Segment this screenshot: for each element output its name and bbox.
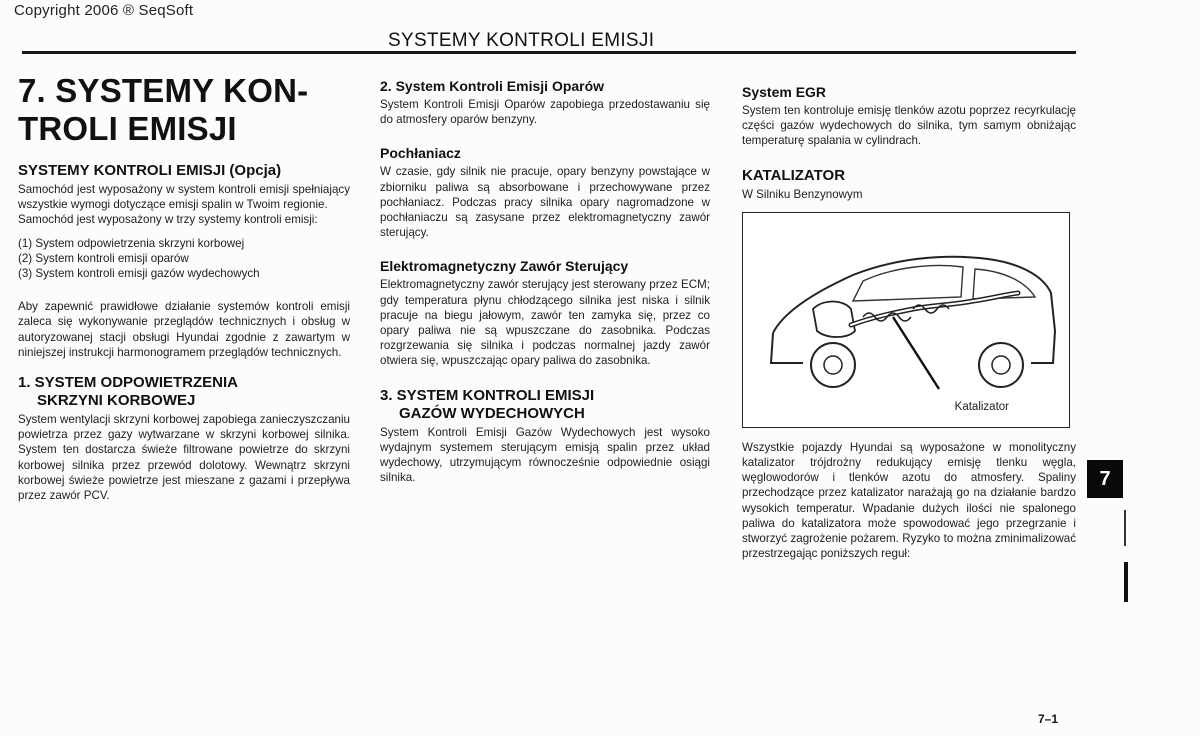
maintenance-paragraph: Aby zapewnić prawidłowe działanie systemów kontroli emisji zaleca się wykonywanie przeglądów technicznych i obsług w autoryzowanej stacji obsługi Hyundai zgodnie z zawartym w niniejszej instrukcji harmonogramem przeglądów technicznych. <box>18 300 350 359</box>
exhaust-heading <box>380 387 710 423</box>
thumb-index-mark <box>1124 562 1128 602</box>
car-exhaust-illustration <box>743 213 1069 427</box>
intro-paragraph-1: Samochód jest wyposażony w system kontroli emisji spełniający wszystkie wymogi dotyczące emisji spalin w Twoim regionie. <box>18 183 350 212</box>
canister-heading: Pochłaniacz <box>380 145 461 162</box>
figure-caption: Katalizator <box>954 400 1009 413</box>
egr-heading: System EGR <box>742 84 827 100</box>
catalyst-subheading: W Silniku Benzynowym <box>742 187 863 201</box>
list-item: (3) System kontroli emisji gazów wydechowych <box>18 267 260 281</box>
chapter-title-line-1: 7. SYSTEMY KON- <box>18 72 309 109</box>
chapter-thumb-tab: 7 <box>1087 460 1123 498</box>
page-number: 7–1 <box>1038 712 1059 726</box>
front-wheel <box>811 343 855 387</box>
egr-paragraph: System ten kontroluje emisję tlenków azotu poprzez recyrkulację części gazów wydechowych do silnika, tym samym obniżając temperaturę spalania w cylindrach. <box>742 104 1076 148</box>
column-right <box>742 84 1076 561</box>
crankcase-heading-line-1: 1. SYSTEM ODPOWIETRZENIA <box>18 374 239 392</box>
catalyst-figure <box>742 212 1070 428</box>
section-heading-crankcase <box>18 374 350 410</box>
running-head: SYSTEMY KONTROLI EMISJI <box>388 30 655 51</box>
catalyst-paragraph: Wszystkie pojazdy Hyundai są wyposażone w monolityczny katalizator trójdrożny redukujący emisję tlenku węgla, węglowodorów i tlenków azotu do atmosfery. Spaliny przechodzące przez katalizator narażają go na działanie bardzo wysokich temperatur. Wpadanie dużych ilości nie spalonego paliwa do katalizatora może spowodować jego przegrzanie i stworzyć zagrożenie pożarem. Ryzyko to można zminimalizować przestrzegając poniższych reguł: <box>742 440 1076 561</box>
list-item: (1) System odpowietrzenia skrzyni korbowej <box>18 236 245 250</box>
valve-paragraph: Elektromagnetyczny zawór sterujący jest sterowany przez ECM; gdy temperatura płynu chłodzącego silnika jest niska i silnik pracuje na biegu jałowym, zawór ten zamyka się, przez co opary paliwa nie są wpuszczane do zasobnika. Podczas rozgrzewania się silnika i podczas normalnej jazdy zawór otwiera się, wpuszczając opary paliwa do zasobnika. <box>380 278 710 368</box>
exhaust-heading-line-2: GAZÓW WYDECHOWYCH <box>399 404 585 422</box>
thumb-index-mark <box>1124 510 1126 546</box>
catalyst-heading: KATALIZATOR <box>742 166 846 184</box>
catalyst-pointer <box>893 317 939 389</box>
column-left <box>18 62 350 503</box>
car-window <box>853 265 963 300</box>
header-rule <box>22 51 1076 54</box>
rear-wheel <box>979 343 1023 387</box>
canister-paragraph: W czasie, gdy silnik nie pracuje, opary benzyny powstające w zbiorniku paliwa są absorbowane i przechowywane przez pochłaniacz. Podczas pracy silnika opary nagromadzone w pochłaniaczu są zasysane przez elektromagnetyczny zawór sterujący. <box>380 165 710 240</box>
crankcase-paragraph: System wentylacji skrzyni korbowej zapobiega zanieczyszczaniu powietrza przez gazy wytwarzane w skrzyni korbowej silnika. System ten dostarcza świeże filtrowane powietrze do skrzyni korbowej silnika przez przewód dolotowy. Wewnątrz skrzyni korbowej świeże powietrze jest mieszane z gazami i przepływa przez zawór PCV. <box>18 413 350 503</box>
section-heading-opcja: SYSTEMY KONTROLI EMISJI (Opcja) <box>18 162 282 179</box>
list-item: (2) System kontroli emisji oparów <box>18 251 189 265</box>
exhaust-paragraph: System Kontroli Emisji Gazów Wydechowych jest wysoko wydajnym systemem sterującym emisją spalin przez układ wydechowy, utrzymującym równocześnie odpowiednie osiągi silnika. <box>380 425 710 485</box>
copyright-notice: Copyright 2006 ® SeqSoft <box>14 2 194 19</box>
chapter-title-line-2: TROLI EMISJI <box>18 110 237 147</box>
car-rear-outline <box>1031 331 1055 363</box>
intro-paragraph-2: Samochód jest wyposażony w trzy systemy kontroli emisji: <box>18 213 318 227</box>
emission-systems-list <box>18 236 350 282</box>
evap-paragraph: System Kontroli Emisji Oparów zapobiega przedostawaniu się do atmosfery oparów benzyny. <box>380 98 710 127</box>
chapter-title <box>18 72 350 148</box>
car-front-outline <box>771 333 803 363</box>
column-middle <box>380 78 710 485</box>
exhaust-heading-line-1: 3. SYSTEM KONTROLI EMISJI <box>380 386 595 404</box>
valve-heading: Elektromagnetyczny Zawór Sterujący <box>380 258 629 275</box>
crankcase-heading-line-2: SKRZYNI KORBOWEJ <box>37 392 196 410</box>
engine-block <box>813 301 855 337</box>
evap-heading: 2. System Kontroli Emisji Oparów <box>380 78 605 94</box>
